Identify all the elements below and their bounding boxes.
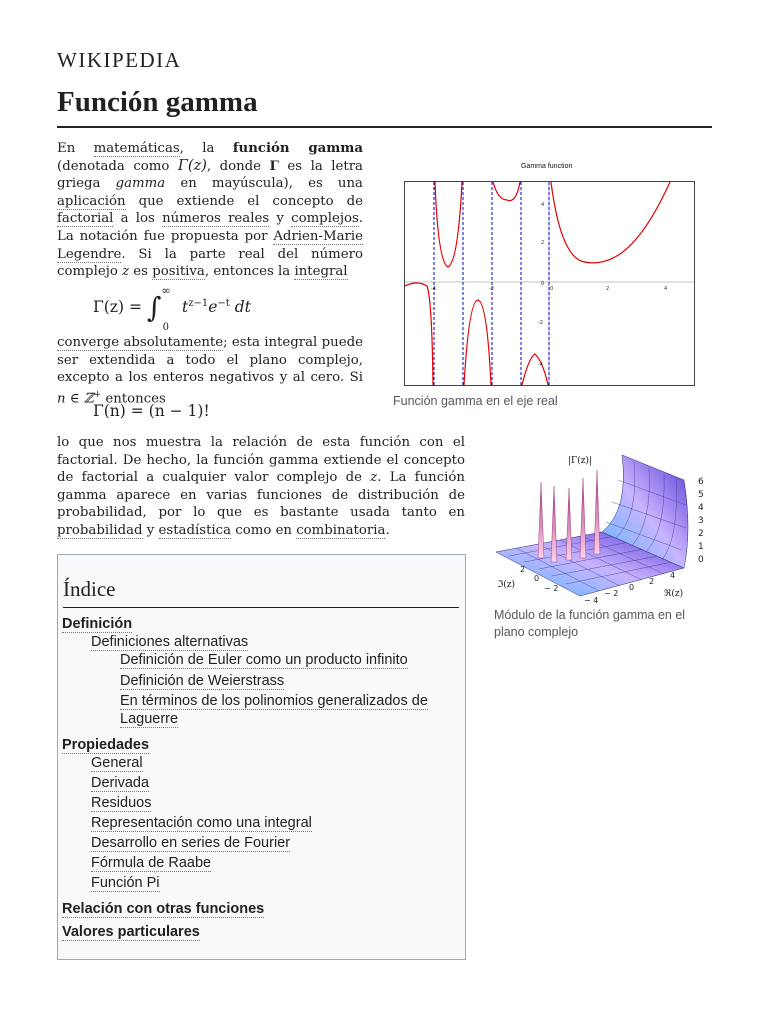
- svg-text:0: 0: [534, 574, 540, 583]
- svg-text:2: 2: [698, 529, 704, 539]
- pole-spike: [551, 486, 557, 562]
- toc-item-propiedades[interactable]: Propiedades: [62, 737, 150, 753]
- toc-item-laguerre[interactable]: En términos de los polinomios generalizados de Laguerre: [120, 693, 428, 727]
- link-converge-absolutamente[interactable]: converge absolutamente: [57, 335, 224, 350]
- title-divider: [57, 126, 712, 128]
- svg-text:2: 2: [520, 565, 526, 574]
- link-factorial[interactable]: factorial: [57, 211, 114, 227]
- x-tick-label: 2: [606, 286, 610, 292]
- page-title: Función gamma: [57, 86, 258, 118]
- toc-item-general[interactable]: General: [91, 755, 143, 771]
- gamma-complex-3d-plot[interactable]: [494, 450, 716, 608]
- link-combinatoria[interactable]: combinatoria: [296, 522, 386, 538]
- toc-item-weierstrass[interactable]: Definición de Weierstrass: [120, 673, 285, 689]
- pole-spike: [566, 488, 572, 560]
- svg-text:1: 1: [698, 542, 704, 552]
- svg-text:4: 4: [698, 503, 704, 513]
- gamma-real-plot[interactable]: [404, 181, 695, 386]
- y-tick-label: 4: [541, 202, 545, 208]
- pole-spike: [538, 482, 544, 558]
- link-complejos[interactable]: complejos: [291, 211, 359, 227]
- wikipedia-logo[interactable]: WIKIPEDIA: [57, 48, 182, 72]
- toc-divider: [63, 607, 459, 608]
- gamma-3d-svg: [494, 450, 716, 608]
- link-legendre[interactable]: Adrien-Marie Legendre: [57, 228, 363, 262]
- link-positiva[interactable]: positiva: [152, 264, 205, 280]
- z-axis-ticks: [698, 477, 704, 565]
- real-axis-label: ℜ(z): [664, 589, 684, 599]
- y-tick-label: 0: [541, 281, 545, 287]
- toc-item-residuos[interactable]: Residuos: [91, 795, 152, 811]
- toc-item-representacion-integral[interactable]: Representación como una integral: [91, 815, 312, 831]
- toc-item-definicion[interactable]: Definición: [62, 616, 133, 632]
- factorial-paragraph: lo que nos muestra la relación de esta función con el factorial. De hecho, la función gamma extiende el concepto de factorial a cualquier valor complejo de z. La función gamma aparece en varias funciones de distribución de probabilidad, por lo que es bastante usada tanto en probabilidad y estadística como en combinatoria.: [57, 435, 465, 538]
- factorial-formula: Γ(n) = (n − 1)!: [93, 402, 210, 420]
- toc-title: Índice: [63, 577, 116, 601]
- y-tick-label: -4: [538, 362, 543, 368]
- toc-item-funcion-pi[interactable]: Función Pi: [91, 875, 160, 891]
- svg-text:4: 4: [670, 571, 676, 580]
- y-tick-label: -2: [538, 320, 543, 326]
- figure2-caption: Módulo de la función gamma en el plano complejo: [494, 608, 686, 639]
- y-tick-label: 2: [541, 240, 545, 246]
- link-estadistica[interactable]: estadística: [158, 522, 232, 538]
- table-of-contents: [57, 554, 466, 960]
- x-tick-label: 4: [664, 286, 668, 292]
- svg-text:− 2: − 2: [604, 589, 619, 598]
- svg-text:0: 0: [698, 555, 704, 565]
- link-matematicas[interactable]: matemáticas: [93, 141, 180, 156]
- x-tick-label: -4: [431, 286, 436, 292]
- gamma-integral-formula: $\Gamma(z) = \int^\infty_0$ $t^{z-1}e^{-t}$ dt: [93, 283, 251, 334]
- z-axis-label: |Γ(z)|: [568, 456, 593, 466]
- svg-text:6: 6: [698, 477, 704, 487]
- svg-text:− 2: − 2: [544, 584, 559, 593]
- toc-item-raabe[interactable]: Fórmula de Raabe: [91, 855, 212, 871]
- toc-item-definiciones-alternativas[interactable]: Definiciones alternativas: [91, 634, 249, 650]
- gamma-real-svg: [405, 182, 694, 385]
- figure1-caption: Función gamma en el eje real: [393, 394, 558, 408]
- svg-text:0: 0: [629, 583, 635, 592]
- svg-text:− 4: − 4: [584, 596, 599, 605]
- toc-item-valores-particulares[interactable]: Valores particulares: [62, 924, 200, 940]
- imag-axis-label: ℑ(z): [497, 580, 516, 590]
- intro-paragraph: En matemáticas, la función gamma (denotada como Γ(z), donde Γ es la letra griega gamma en mayúscula), es una aplicación que extiende el concepto de factorial a los números reales y complejos. La notación fue propuesta por Adrien-Marie Legendre. Si la parte real del número complejo z es positiva, entonces la integral: [57, 141, 364, 280]
- link-integral[interactable]: integral: [294, 264, 348, 280]
- svg-text:3: 3: [698, 516, 704, 526]
- plot-title: Gamma function: [521, 163, 573, 170]
- convergence-paragraph: converge absolutamente; esta integral puede ser extendida a todo el plano complejo, excepto a los enteros negativos y al cero. Si n ∈ ℤ+ entonces: [57, 335, 363, 407]
- toc-item-derivada[interactable]: Derivada: [91, 775, 150, 791]
- pole-spike: [580, 478, 586, 558]
- link-aplicacion[interactable]: aplicación: [57, 193, 126, 209]
- svg-text:2: 2: [649, 577, 655, 586]
- svg-text:5: 5: [698, 490, 704, 500]
- toc-item-euler[interactable]: Definición de Euler como un producto infinito: [120, 652, 408, 668]
- toc-item-fourier[interactable]: Desarrollo en series de Fourier: [91, 835, 291, 851]
- link-numeros-reales[interactable]: números reales: [162, 211, 270, 227]
- pole-spike: [594, 470, 600, 554]
- x-tick-label: -2: [489, 286, 494, 292]
- link-probabilidad[interactable]: probabilidad: [57, 522, 143, 538]
- x-tick-label: 0: [550, 286, 554, 292]
- toc-item-relacion-otras-funciones[interactable]: Relación con otras funciones: [62, 901, 265, 917]
